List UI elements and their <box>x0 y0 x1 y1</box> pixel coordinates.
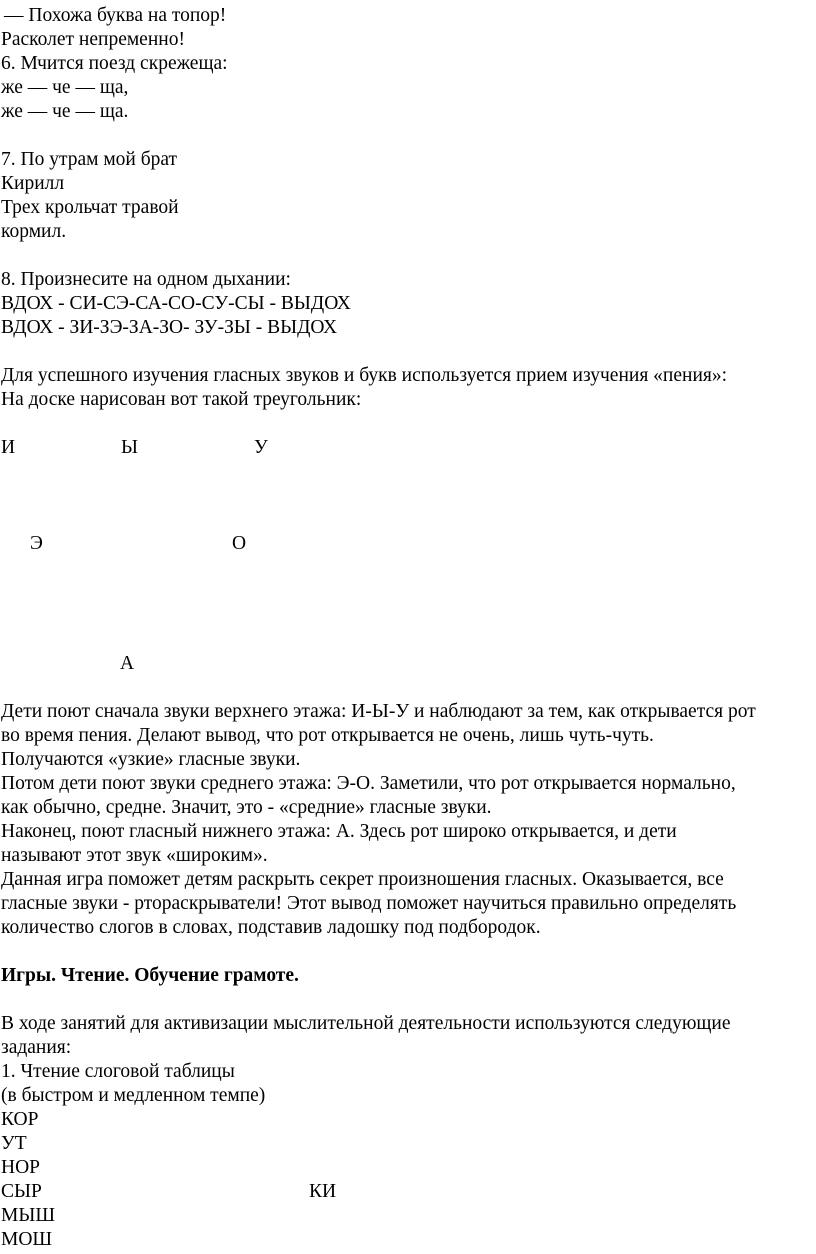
paragraph-line: Дети поют сначала звуки верхнего этажа: И-Ы-У и наблюдают за тем, как открывается рот <box>1 701 756 722</box>
syllable: КОР <box>1 1109 39 1130</box>
text-line: Для успешного изучения гласных звуков и букв используется прием изучения «пения»: <box>1 365 728 386</box>
text-line: кормил. <box>1 221 67 242</box>
text-line: ВДОХ - СИ-СЭ-СА-СО-СУ-СЫ - ВЫДОХ <box>1 293 351 314</box>
triangle-letter-u: У <box>254 437 268 458</box>
intro-line: В ходе занятий для активизации мыслительной деятельности используются следующие <box>1 1013 731 1034</box>
syllable-right: КИ <box>309 1181 337 1202</box>
text-line: Кирилл <box>1 173 65 194</box>
text-line: Трех крольчат травой <box>1 197 179 218</box>
paragraph-line: Потом дети поют звуки среднего этажа: Э-О. Заметили, что рот открывается нормально, <box>1 773 736 794</box>
text-line: же — че — ща, <box>1 77 129 98</box>
text-line: же — че — ща. <box>1 101 129 122</box>
paragraph-line: гласные звуки - ртораскрыватели! Этот вывод поможет научиться правильно определять <box>1 893 737 914</box>
syllable: МЫШ <box>1 1205 56 1226</box>
text-line: 8. Произнесите на одном дыхании: <box>1 269 291 290</box>
triangle-letter-i: И <box>1 437 16 458</box>
syllable: УТ <box>1 1133 27 1154</box>
triangle-letter-a: А <box>120 653 135 674</box>
paragraph-line: во время пения. Делают вывод, что рот открывается не очень, лишь чуть-чуть. <box>1 725 654 746</box>
syllable: НОР <box>1 1157 41 1178</box>
text-line: Расколет непременно! <box>1 29 185 50</box>
text-line: На доске нарисован вот такой треугольник: <box>1 389 362 410</box>
text-line: — Похожа буква на топор! <box>4 5 227 26</box>
triangle-letter-y: Ы <box>121 437 139 458</box>
intro-line: 1. Чтение слоговой таблицы <box>1 1061 235 1082</box>
triangle-letter-e: Э <box>30 533 43 554</box>
text-line: 6. Мчится поезд скрежеща: <box>1 53 228 74</box>
intro-line: задания: <box>1 1037 72 1058</box>
paragraph-line: как обычно, средне. Значит, это - «средние» гласные звуки. <box>1 797 492 818</box>
paragraph-line: Данная игра поможет детям раскрыть секрет произношения гласных. Оказывается, все <box>1 869 724 890</box>
paragraph-line: Наконец, поют гласный нижнего этажа: А. Здесь рот широко открывается, и дети <box>1 821 677 842</box>
section-heading: Игры. Чтение. Обучение грамоте. <box>1 965 299 986</box>
intro-line: (в быстром и медленном темпе) <box>1 1085 266 1106</box>
paragraph-line: Получаются «узкие» гласные звуки. <box>1 749 301 770</box>
text-line: ВДОХ - ЗИ-ЗЭ-ЗА-ЗО- ЗУ-ЗЫ - ВЫДОХ <box>1 317 338 338</box>
paragraph-line: называют этот звук «широким». <box>1 845 268 866</box>
triangle-letter-o: О <box>232 533 247 554</box>
syllable: СЫР <box>1 1181 42 1202</box>
paragraph-line: количество слогов в словах, подставив ладошку под подбородок. <box>1 917 541 938</box>
syllable: МОШ <box>1 1229 53 1250</box>
text-line: 7. По утрам мой брат <box>1 149 178 170</box>
